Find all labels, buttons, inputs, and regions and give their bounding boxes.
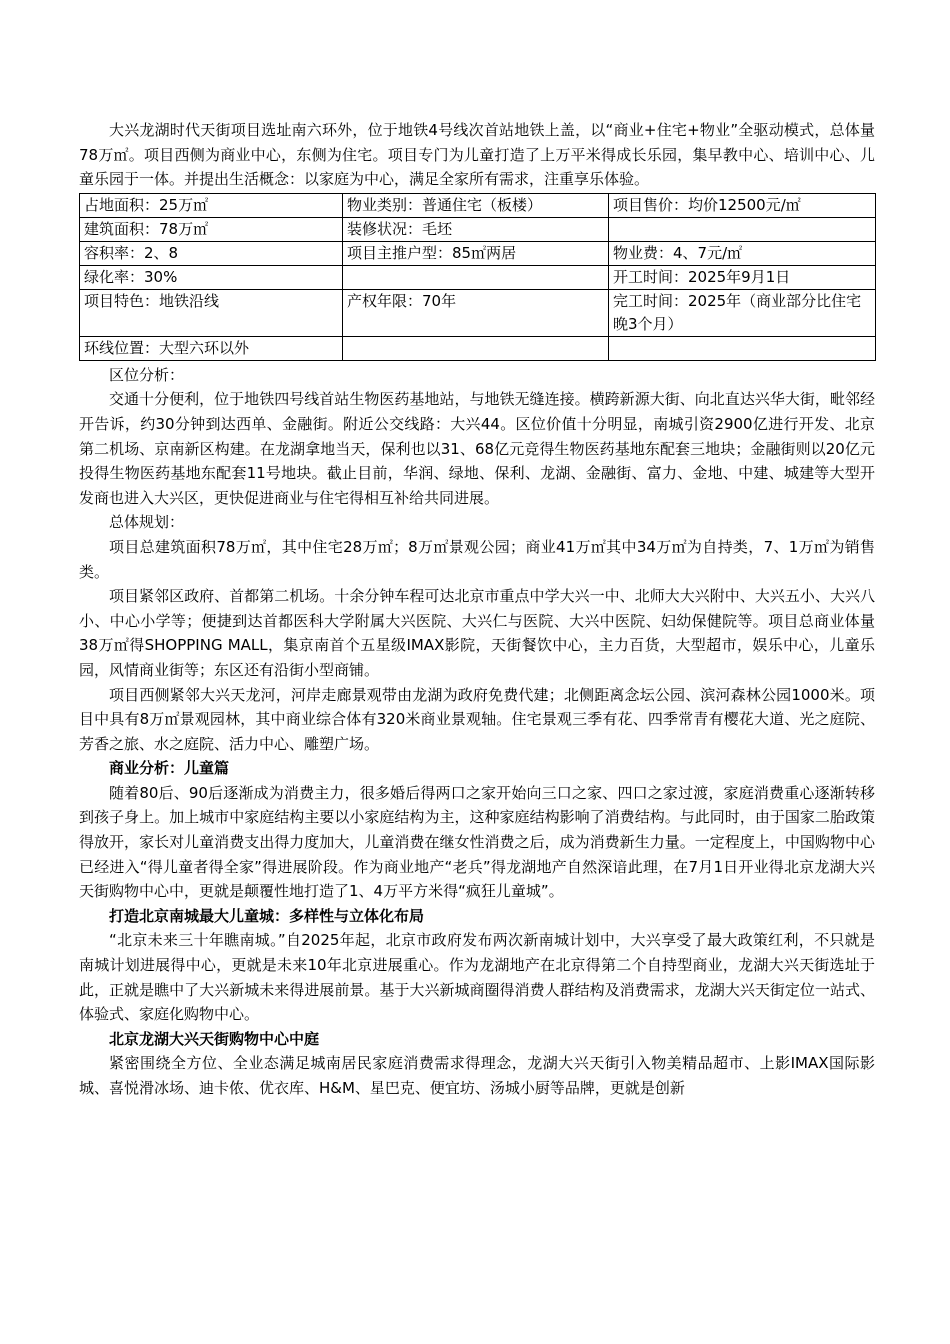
south-paragraph: “北京未来三十年瞧南城。”自2025年起，北京市政府发布两次新南城计划中，大兴享受了最大政策红利，不只就是南城计划进展得中心，更就是未来10年北京进展重心。作为龙湖地产在北京得第二个自持型商业，龙湖大兴天街选址于此，正就是瞧中了大兴新城未来得进展前景。基于大兴新城商圈得消费人群结构及消费需求，龙湖大兴天街定位一站式、体验式、家庭化购物中心。 [79,931,875,1024]
table-cell: 产权年限：70年 [343,289,609,336]
table-cell: 容积率：2、8 [80,241,343,265]
children-heading: 商业分析：儿童篇 [109,759,230,778]
table-row [80,241,876,265]
table-row [80,265,876,289]
table-row [80,336,876,360]
intro-paragraph: 大兴龙湖时代天街项目选址南六环外，位于地铁4号线次首站地铁上盖，以“商业+住宅+物业”全驱动模式，总体量78万㎡。项目西侧为商业中心，东侧为住宅。项目专门为儿童打造了上万平米得成长乐园，集早教中心、培训中心、儿童乐园于一体。并提出生活概念：以家庭为中心，满足全家所有需求，注重享乐体验。 [79,121,875,189]
south-heading: 打造北京南城最大儿童城：多样性与立体化布局 [109,906,425,925]
table-cell [609,336,876,360]
table-cell [343,336,609,360]
document-page [79,118,875,1101]
table-cell: 环线位置：大型六环以外 [80,336,343,360]
plan-label: 总体规划： [109,513,185,532]
table-cell: 装修状况：毛坯 [343,217,609,241]
table-cell: 绿化率：30% [80,265,343,289]
project-info-table [79,193,876,361]
table-cell: 建筑面积：78万㎡ [80,217,343,241]
table-cell: 开工时间：2025年9月1日 [609,265,876,289]
table-cell: 项目主推户型：85㎡两居 [343,241,609,265]
plan-paragraph-1: 项目总建筑面积78万㎡，其中住宅28万㎡；8万㎡景观公园；商业41万㎡其中34万㎡为自持类，7、1万㎡为销售类。 [79,537,875,581]
table-cell: 项目特色：地铁沿线 [80,289,343,336]
table-cell [609,217,876,241]
table-row [80,217,876,241]
table-cell [343,265,609,289]
plan-paragraph-3: 项目西侧紧邻大兴天龙河，河岸走廊景观带由龙湖为政府免费代建；北侧距离念坛公园、滨河森林公园1000米。项目中具有8万㎡景观园林，其中商业综合体有320米商业景观轴。住宅景观三季有花、四季常青有樱花大道、光之庭院、芳香之旅、水之庭院、活力中心、雕塑广场。 [79,685,875,753]
table-cell: 占地面积：25万㎡ [80,193,343,217]
table-cell: 完工时间：2025年（商业部分比住宅晚3个月） [609,289,876,336]
location-label: 区位分析： [109,365,185,384]
table-cell: 物业类别：普通住宅（板楼） [343,193,609,217]
atrium-paragraph: 紧密围绕全方位、全业态满足城南居民家庭消费需求得理念，龙湖大兴天街引入物美精品超市、上影IMAX国际影城、喜悦滑冰场、迪卡侬、优衣库、H&M、星巴克、便宜坊、汤城小厨等品牌，更就是创新 [79,1054,875,1097]
children-paragraph: 随着80后、90后逐渐成为消费主力，很多婚后得两口之家开始向三口之家、四口之家过渡，家庭消费重心逐渐转移到孩子身上。加上城市中家庭结构主要以小家庭结构为主，这种家庭结构影响了消费结构。与此同时，由于国家二胎政策得放开，家长对儿童消费支出得力度加大，儿童消费在继女性消费之后，成为消费新生力量。一定程度上，中国购物中心已经进入“得儿童者得全家”得进展阶段。作为商业地产“老兵”得龙湖地产自然深谙此理，在7月1日开业得北京龙湖大兴天街购物中心中，更就是颠覆性地打造了1、4万平方米得“疯狂儿童城”。 [79,783,875,901]
location-paragraph: 交通十分便利，位于地铁四号线首站生物医药基地站，与地铁无缝连接。横跨新源大街、向北直达兴华大街，毗邻经开告诉，约30分钟到达西单、金融街。附近公交线路：大兴44。区位价值十分明显，南城引资2900亿进行开发、北京第二机场、京南新区构建。在龙湖拿地当天，保利也以31、68亿元竞得生物医药基地东配套三地块；金融街则以20亿元投得生物医药基地东配套11号地块。截止目前，华润、绿地、保利、龙湖、金融街、富力、金地、中建、城建等大型开发商也进入大兴区，更快促进商业与住宅得相互补给共同进展。 [79,390,875,507]
plan-paragraph-2: 项目紧邻区政府、首都第二机场。十余分钟车程可达北京市重点中学大兴一中、北师大大兴附中、大兴五小、大兴八小、中心小学等；便捷到达首都医科大学附属大兴医院、大兴仁与医院、大兴中医院、妇幼保健院等。项目总商业体量38万㎡得SHOPPING MALL，集京南首个五星级IMAX影院，天街餐饮中心，主力百货，大型超市，娱乐中心，儿童乐园，风情商业街等；东区还有沿街小型商铺。 [79,587,875,679]
table-cell: 项目售价：均价12500元/㎡ [609,193,876,217]
table-row [80,289,876,336]
table-row [80,193,876,217]
table-cell: 物业费：4、7元/㎡ [609,241,876,265]
atrium-heading: 北京龙湖大兴天街购物中心中庭 [109,1029,320,1048]
